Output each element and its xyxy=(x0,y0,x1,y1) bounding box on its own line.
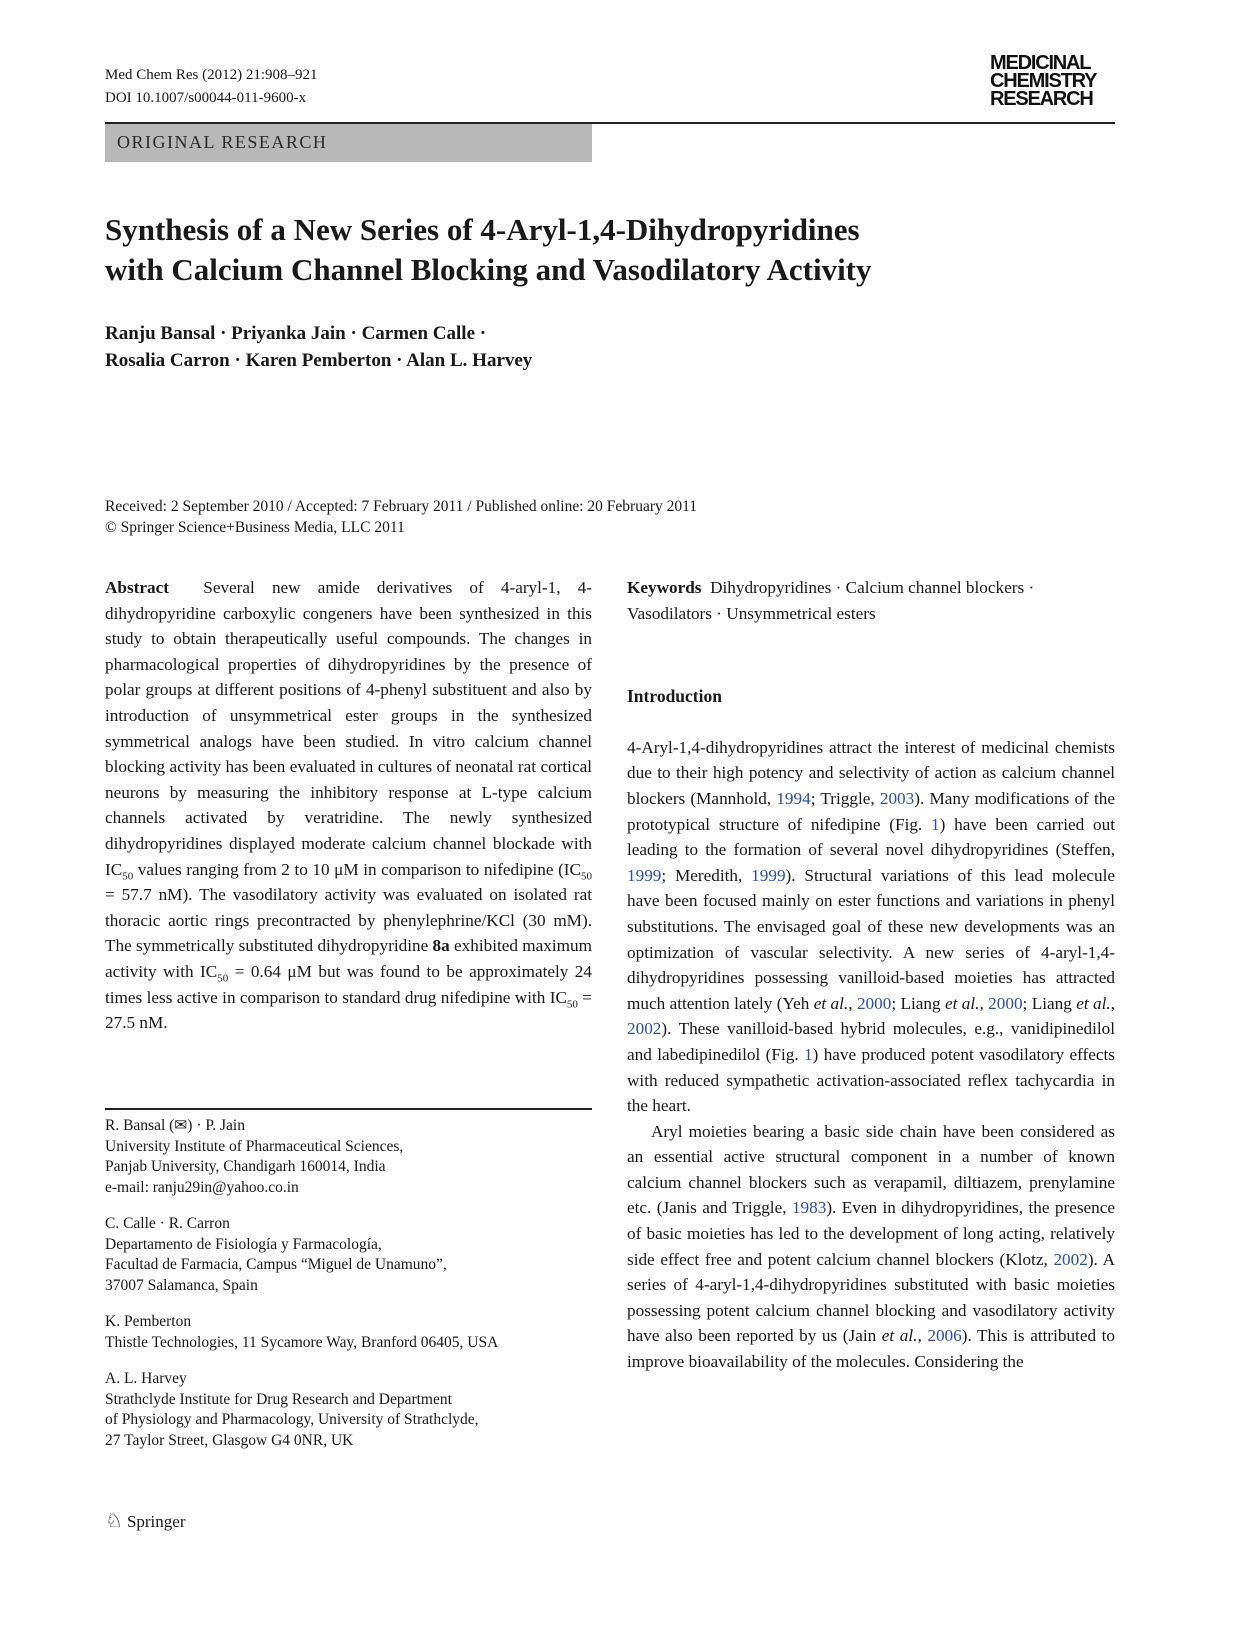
et-al-text: et al. xyxy=(813,993,849,1013)
logo-line: MEDICINAL xyxy=(990,52,1091,74)
received-accepted-line: Received: 2 September 2010 / Accepted: 7 February 2011 / Published online: 20 February 2011 xyxy=(105,498,698,515)
citation-block xyxy=(105,64,317,110)
email-link[interactable]: e-mail: ranju29in@yahoo.co.in xyxy=(105,1178,299,1196)
body-text: , xyxy=(917,1326,928,1346)
author-line: Ranju Bansal · Priyanka Jain · Carmen Calle · xyxy=(105,323,487,344)
reference-link[interactable]: 1999 xyxy=(627,865,662,885)
publisher-footer xyxy=(105,1508,185,1533)
abstract-body xyxy=(105,575,592,1036)
body-text: ). A series of 4-aryl-1,4-dihydropyridines substituted with basic moieties possessing potent calcium channel blocking and vasodilatory activity have also been reported by us (Jain xyxy=(627,1249,1116,1346)
title-line: with Calcium Channel Blocking and Vasodilatory Activity xyxy=(105,252,872,287)
reference-link[interactable]: 1983 xyxy=(791,1198,827,1218)
doi-link[interactable]: DOI 10.1007/s00044-011-9600-x xyxy=(105,90,307,106)
copyright-line: © Springer Science+Business Media, LLC 2011 xyxy=(105,519,405,536)
abstract-text: Several new amide derivatives of 4-aryl-1, 4-dihydropyridine carboxylic congeners have been synthesized in this study to obtain therapeutically useful compounds. The changes in pharmacological properties of dihydropyridines by the presence of polar groups at different positions of 4-phenyl substituent and also by introduction of unsymmetrical ester groups in the synthesized symmetrical analogs have been studied. In vitro calcium channel blocking activity has been evaluated in cultures of neonatal rat cortical neurons by measuring the inhibitory response at L-type calcium channels activated by veratridine. The newly synthesized dihydropyridines displayed moderate calcium channel blockade with IC xyxy=(105,578,592,879)
body-text: ). This is attributed to improve bioavailability of the molecules. Considering the xyxy=(627,1326,1116,1372)
body-text: ). Many modifications of the prototypical structure of nifedipine (Fig. xyxy=(627,788,1115,834)
reference-link[interactable]: 2003 xyxy=(879,788,915,808)
reference-link[interactable]: 1999 xyxy=(751,865,786,885)
affiliation-block xyxy=(105,1116,592,1198)
body-text: ; Liang xyxy=(891,993,945,1013)
body-text: ). Structural variations of this lead molecule have been focused mainly on ester functions and variations in phenyl substitutions. The envisaged goal of these new developments was an optimization of vascular selectivity. A new series of 4-aryl-1,4-dihydropyridines possessing vanilloid-based moieties has attracted much attention lately (Yeh xyxy=(627,865,1115,1013)
abstract-text: = 0.64 μM but was found to be approximately 24 times less active in comparison to standard drug nifedipine with IC xyxy=(105,961,592,1007)
abstract xyxy=(105,575,592,1036)
abstract-text: = 27.5 nM. xyxy=(105,987,592,1033)
body-text: ). These vanilloid-based hybrid molecules, e.g., vanidipinedilol and labedipinedilol (Fig. xyxy=(627,1019,1115,1064)
abstract-text: exhibited maximum activity with IC xyxy=(105,936,592,981)
author-line: Rosalia Carron · Karen Pemberton · Alan L. Harvey xyxy=(105,350,533,371)
reference-link[interactable]: 2006 xyxy=(927,1326,962,1346)
affiliation-block xyxy=(105,1214,592,1296)
body-text: 4-Aryl-1,4-dihydropyridines attract the interest of medicinal chemists due to their high potency and selectivity of action as calcium channel blockers (Mannhold, xyxy=(627,737,1115,808)
logo-line: CHEMISTRY xyxy=(990,70,1097,92)
affiliation-line: of Physiology and Pharmacology, University of Strathclyde, xyxy=(105,1411,479,1428)
reference-link[interactable]: 2002 xyxy=(627,1019,662,1039)
subscript: 50 xyxy=(566,997,578,1010)
keywords-text: Dihydropyridines · Calcium channel blockers · Vasodilators · Unsymmetrical esters xyxy=(627,578,1035,623)
introduction-paragraph xyxy=(627,735,1115,1119)
body-text: ). Even in dihydropyridines, the presence of basic moieties has led to the development of long acting, relatively side effect free and potent calcium channel blockers (Klotz, xyxy=(627,1198,1115,1269)
title-line: Synthesis of a New Series of 4-Aryl-1,4-Dihydropyridines xyxy=(105,212,860,247)
body-text: Aryl moieties bearing a basic side chain have been considered as an essential active structural component in a number of known calcium channel blockers such as verapamil, diltiazem, prenylamine etc. (Janis and Triggle, xyxy=(627,1121,1115,1218)
affiliation-authors: R. Bansal (✉) · P. Jain xyxy=(105,1117,245,1134)
subscript: 50 xyxy=(122,869,134,882)
affiliation-line: Strathclyde Institute for Drug Research and Department xyxy=(105,1390,452,1408)
affiliation-line: Departamento de Fisiología y Farmacología, xyxy=(105,1235,382,1253)
body-text: ; Meredith, xyxy=(661,865,752,885)
affiliation-line: Thistle Technologies, 11 Sycamore Way, Branford 06405, USA xyxy=(105,1333,499,1351)
publication-dates xyxy=(105,496,697,538)
et-al-text: et al. xyxy=(881,1326,918,1346)
affiliation-line: University Institute of Pharmaceutical Sciences, xyxy=(105,1137,404,1155)
abstract-text: values ranging from 2 to 10 μM in comparison to nifedipine (IC xyxy=(133,859,581,879)
affiliation-block xyxy=(105,1369,592,1451)
logo-line: RESEARCH xyxy=(990,88,1093,110)
right-column xyxy=(627,575,1115,1375)
affiliation-line: Panjab University, Chandigarh 160014, India xyxy=(105,1158,386,1175)
section-label: ORIGINAL RESEARCH xyxy=(117,132,328,152)
reference-link[interactable]: 1994 xyxy=(776,788,811,808)
compound-label: 8a xyxy=(432,936,450,956)
body-text: , xyxy=(848,993,857,1013)
et-al-text: et al. xyxy=(944,993,980,1013)
body-text: ) have produced potent vasodilatory effects with reduced sympathetic activation-associated reflex tachycardia in the heart. xyxy=(627,1044,1115,1116)
section-band xyxy=(105,124,592,162)
affiliation-block xyxy=(105,1312,592,1353)
abstract-label: Abstract xyxy=(105,578,169,597)
affiliations xyxy=(105,1116,592,1467)
body-text: , xyxy=(1110,993,1115,1013)
affiliation-line: 27 Taylor Street, Glasgow G4 0NR, UK xyxy=(105,1431,354,1449)
affiliation-authors: C. Calle · R. Carron xyxy=(105,1215,230,1232)
subscript: 50 xyxy=(217,972,229,985)
body-text: ; Triggle, xyxy=(810,788,880,808)
reference-link[interactable]: 2000 xyxy=(856,993,892,1013)
reference-link[interactable]: 2002 xyxy=(1053,1249,1088,1269)
affiliation-authors: K. Pemberton xyxy=(105,1313,192,1330)
introduction-paragraph xyxy=(627,1119,1115,1375)
affiliation-line: 37007 Salamanca, Spain xyxy=(105,1276,258,1294)
reference-link[interactable]: 1 xyxy=(804,1044,813,1064)
author-list xyxy=(105,320,532,374)
reference-link[interactable]: 2000 xyxy=(988,993,1023,1013)
affiliation-rule xyxy=(105,1108,592,1110)
affiliation-authors: A. L. Harvey xyxy=(105,1370,187,1387)
body-text: ; Liang xyxy=(1022,993,1077,1013)
body-text: , xyxy=(979,993,989,1013)
keywords-label: Keywords xyxy=(627,578,702,597)
introduction-heading: Introduction xyxy=(627,686,722,707)
subscript: 50 xyxy=(581,869,592,882)
affiliation-line: Facultad de Farmacia, Campus “Miguel de Unamuno”, xyxy=(105,1256,447,1273)
springer-horse-icon: ♘ xyxy=(105,1510,123,1532)
body-text: ) have been carried out leading to the formation of several novel dihydropyridines (Steffen, xyxy=(627,814,1115,860)
et-al-text: et al. xyxy=(1076,993,1111,1013)
publisher-name: Springer xyxy=(126,1512,186,1531)
journal-citation: Med Chem Res (2012) 21:908–921 xyxy=(105,67,318,83)
paper-title xyxy=(105,210,1105,290)
abstract-text: = 57.7 nM). The vasodilatory activity was evaluated on isolated rat thoracic aortic rings precontracted by phenylephrine/KCl (30 mM). The symmetrically substituted dihydropyridine xyxy=(105,885,592,956)
reference-link[interactable]: 1 xyxy=(931,814,940,834)
keywords xyxy=(627,575,1115,626)
journal-logo xyxy=(990,54,1096,108)
